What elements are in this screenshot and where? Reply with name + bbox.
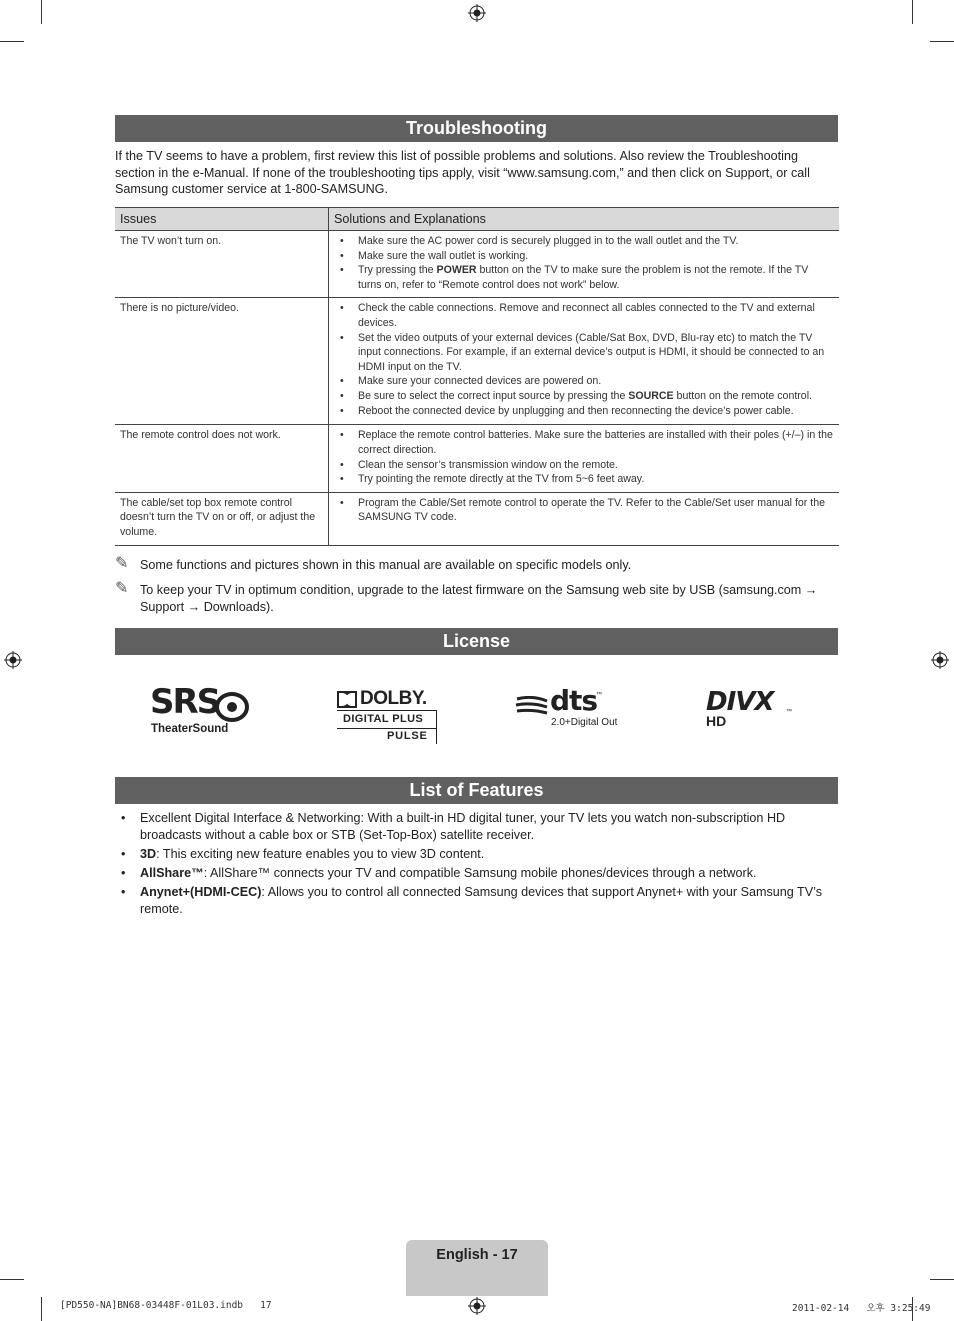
print-timestamp: 2011-02-14 오후 3:25:49 (792, 1303, 931, 1314)
print-file-info: [PD550-NA]BN68-03448F-01L03.indb 17 (60, 1300, 272, 1311)
table-header-row (115, 208, 839, 231)
note-models: ✎ Some functions and pictures shown in this manual are available on specific models only. (115, 555, 632, 572)
list-item: • Try pointing the remote directly at the TV from 5~6 feet away. (334, 472, 834, 487)
registration-mark-icon (468, 1297, 486, 1315)
solution-cell (329, 298, 840, 425)
features-heading: List of Features (115, 777, 838, 804)
troubleshooting-table (115, 207, 839, 546)
list-item: • 3D: This exciting new feature enables you to view 3D content. (115, 846, 827, 863)
list-item: • Make sure the AC power cord is securely plugged in to the wall outlet and the TV. (334, 234, 834, 249)
crop-mark (41, 1297, 42, 1321)
crop-mark (912, 0, 913, 24)
page-number-tab: English - 17 (406, 1240, 548, 1296)
list-item: • Be sure to select the correct input source by pressing the SOURCE button on the remote control. (334, 389, 834, 404)
crop-mark (930, 41, 954, 42)
issue-cell: The cable/set top box remote control doesn’t turn the TV on or off, or adjust the volume. (115, 492, 329, 545)
pencil-note-icon: ✎ (115, 580, 129, 597)
column-header-solutions: Solutions and Explanations (329, 208, 840, 231)
crop-mark (41, 0, 42, 24)
divx-hd-logo: DIVX ™ HD (706, 687, 792, 729)
crop-mark (930, 1279, 954, 1280)
troubleshooting-intro: If the TV seems to have a problem, first review this list of possible problems and solutions. Also review the Troubleshooting section in the e-Manual. If none of the troubleshooting tips apply, visit “www.samsung.com,” and then click on Support, or call Samsung customer service at 1-800-SAMSUNG. (115, 149, 810, 196)
registration-mark-icon (4, 651, 22, 669)
list-item: • Excellent Digital Interface & Networking: With a built-in HD digital tuner, your TV lets you watch non-subscription HD broadcasts without a cable box or STB (Set-Top-Box) satellite receiver. (115, 810, 827, 844)
list-item: • Make sure your connected devices are powered on. (334, 374, 834, 389)
column-header-issues: Issues (115, 208, 329, 231)
solution-cell (329, 492, 840, 545)
dolby-double-d-icon (337, 691, 357, 708)
dolby-digital-plus-pulse-logo: DOLBY. DIGITAL PLUS PULSE (337, 690, 441, 745)
list-item: • Reboot the connected device by unplugging and then reconnecting the device’s power cable. (334, 404, 834, 419)
srs-theatersound-logo: SRS TheaterSound (150, 688, 254, 740)
solution-cell (329, 425, 840, 492)
dts-logo: dts ™ 2.0+Digital Out (515, 692, 625, 734)
list-item: • Check the cable connections. Remove and reconnect all cables connected to the TV and external devices. (334, 301, 834, 330)
srs-circle-icon (214, 691, 250, 723)
list-item: • Clean the sensor’s transmission window on the remote. (334, 458, 834, 473)
list-item: • AllShare™: AllShare™ connects your TV and compatible Samsung mobile phones/devices through a network. (115, 865, 827, 882)
solution-cell (329, 231, 840, 298)
table-row (115, 298, 839, 425)
issue-cell: The TV won’t turn on. (115, 231, 329, 298)
troubleshooting-heading: Troubleshooting (115, 115, 838, 142)
registration-mark-icon (468, 4, 486, 22)
license-heading: License (115, 628, 838, 655)
note-firmware: ✎ To keep your TV in optimum condition, upgrade to the latest firmware on the Samsung web site by USB (samsung.com → Support → Downloads). (115, 580, 818, 614)
registration-mark-icon (931, 651, 949, 669)
crop-mark (0, 41, 24, 42)
list-item: • Set the video outputs of your external devices (Cable/Sat Box, DVD, Blu-ray etc) to match the TV input connections. For example, if an external device’s output is HDMI, it should be connected to an HDMI input on the TV. (334, 331, 834, 375)
dts-wave-icon (515, 696, 549, 716)
issue-cell: There is no picture/video. (115, 298, 329, 425)
features-list (115, 810, 827, 920)
table-row (115, 425, 839, 492)
issue-cell: The remote control does not work. (115, 425, 329, 492)
pencil-note-icon: ✎ (115, 555, 129, 572)
list-item: • Replace the remote control batteries. Make sure the batteries are installed with their poles (+/–) in the correct direction. (334, 428, 834, 457)
list-item: • Make sure the wall outlet is working. (334, 249, 834, 264)
table-row (115, 231, 839, 298)
list-item: • Anynet+(HDMI-CEC): Allows you to control all connected Samsung devices that support Anynet+ with your Samsung TV’s remote. (115, 884, 827, 918)
list-item: • Try pressing the POWER button on the TV to make sure the problem is not the remote. If the TV turns on, refer to “Remote control does not work” below. (334, 263, 834, 292)
list-item: • Program the Cable/Set remote control to operate the TV. Refer to the Cable/Set user manual for the SAMSUNG TV code. (334, 496, 834, 525)
table-row (115, 492, 839, 545)
crop-mark (0, 1279, 24, 1280)
